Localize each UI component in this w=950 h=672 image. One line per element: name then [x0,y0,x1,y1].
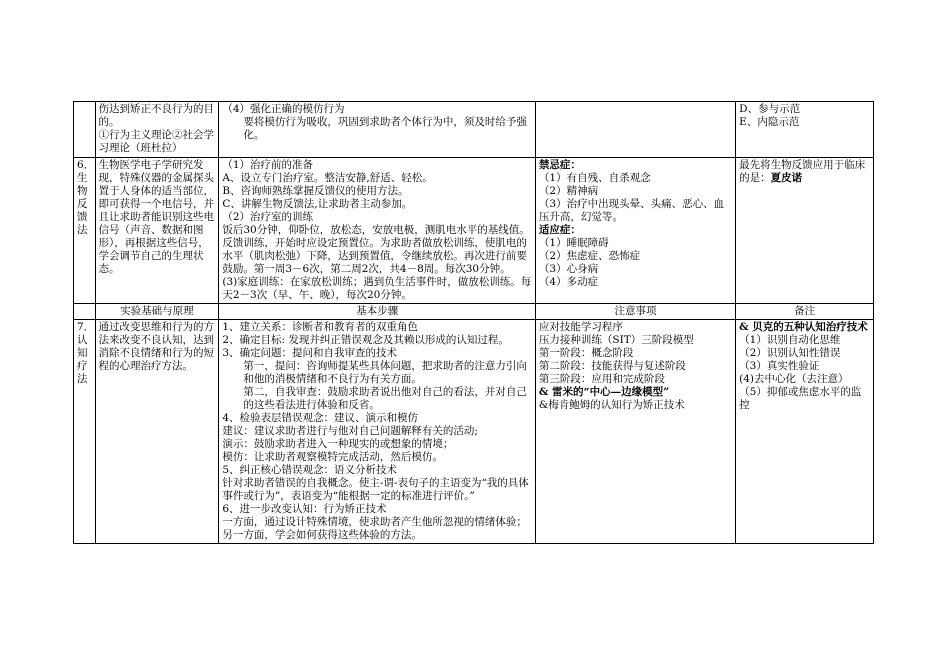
note-line: 压力接种训练（SIT）三阶段模型 [538,334,694,346]
step-line: 针对求助者错误的自我概念。使主-谓-表句子的主语变为“我的具体事件或行为”，表语变为“能根据一定的标准进行评价。” [222,477,529,502]
cell-top-steps [219,102,536,158]
note-line: （1）有自残、自杀观念 [538,172,651,184]
method-title: 7．认知疗法 [77,321,95,385]
cell-top-notes [535,102,735,158]
indication-title: 适应症： [538,224,581,236]
cell-bio-principle [95,158,219,304]
cell-cog-notes [535,320,735,544]
header-principle: 实验基础与原理 [95,304,219,320]
step-line: 模仿：让求助者观察模特完成活动，然后模仿。 [222,451,443,463]
note-line: （3）心身病 [538,263,599,275]
table-row-top [74,102,874,158]
cell-top-title [74,102,96,158]
note-line: &梅肯鲍姆的认知行为矫正技术 [538,399,685,411]
principle-text: 生物医学电子学研究发现，特殊仪器的金属探头置于人身体的适当部位，即可获得一个电信号，并且让求助者能识别这些电信号（声音、数据和图形），再根据这些信号，学会调节自己的生理状态。 [98,159,215,275]
note-line: 第二阶段：技能获得与复述阶段 [538,360,686,372]
step-line: 一方面，通过设计特殊情境，使求助者产生他所忽视的情绪体验；另一方面，学会如何获得这些体验的方法。 [222,516,527,541]
header-notes: 注意事项 [535,304,735,320]
note-line: （3）治疗中出现头晕、头痛、恶心、血压升高，幻觉等。 [538,198,725,223]
method-title: 6．生物反馈法 [77,159,95,236]
note-line: （2）焦虑症、恐怖症 [538,250,641,262]
cell-cog-principle [95,320,219,544]
step-line: 建议：建议求助者进行与他对自己问题解释有关的活动; [222,425,478,437]
principle-text: 通过改变思维和行为的方法来改变不良认知，达到消除不良情绪和行为的短程的心理治疗方法。 [98,321,215,372]
step-line: （1）治疗前的准备 [222,159,314,171]
remark-line: (4)去中心化（去注意） [739,373,849,385]
step-line: 演示：鼓励求助者进入一种现实的或想象的情境； [222,438,454,450]
note-line: 第一阶段：概念阶段 [538,347,634,359]
step-line: 饭后30分钟，仰卧位，放松态，安放电极，测肌电水平的基线值。反馈训练，开始时应设定预置位。为求助者做放松训练，使肌电的水平（肌肉松弛）下降，达到预置值，令继续放松。再次进行前要鼓励。第一周3－6次，第二周2次，共4－8周。每次30分钟。 [222,224,530,275]
header-steps: 基本步骤 [219,304,536,320]
note-line: （1）睡眠障碍 [538,237,609,249]
table-row-biofeedback [74,158,874,304]
cell-top-principle [95,102,219,158]
cell-bio-notes [535,158,735,304]
step-line: 1、建立关系：诊断者和教育者的双重角色 [222,321,419,333]
note-line: 应对技能学习程序 [538,321,623,333]
step-line: C、讲解生物反馈法,让求助者主动参加。 [222,198,413,210]
remark-text: 最先将生物反馈应用于临床的是： [739,159,866,184]
notes-table [73,101,874,544]
remark-name: 夏皮诺 [770,172,803,184]
step-line: 5、纠正核心错误观念：语义分析技术 [222,464,398,476]
cell-bio-steps [219,158,536,304]
step-line: 第一，提问：咨询师提某些具体问题，把求助者的注意力引向和他的消极情绪和不良行为有关方面。 [243,360,527,385]
cell-bio-remarks [736,158,874,304]
text-line: E、内隐示范 [739,116,800,128]
step-line: B、咨询师熟练掌握反馈仪的使用方法。 [222,185,409,197]
note-line: （2）精神病 [538,185,599,197]
text-line: D、参与示范 [739,103,801,115]
step-line: 第二，自我审查：鼓励求助者说出他对自己的看法，并对自己的这些看法进行体验和反省。 [243,386,527,411]
note-line: （4）多动症 [538,276,599,288]
step-line: (3)家庭训练：在家放松训练；遇到负生活事件时，做放松训练。每天2－3次（早、午、晚），每次20分钟。 [222,276,532,301]
table-header-row [74,304,874,320]
cell-bio-title [74,158,96,304]
remark-line: （5）抑郁或焦虑水平的监控 [739,386,862,411]
remark-line: （3）真实性验证 [739,360,820,372]
note-bold-line: & 雷米的“中心—边缘模型” [538,386,670,398]
step-line: （2）治疗室的训练 [222,211,314,223]
cell-top-remarks [736,102,874,158]
contraindication-title: 禁忌症： [538,159,581,171]
note-line: 第三阶段：应用和完成阶段 [538,373,665,385]
text-line: ①行为主义理论②社会学习理论（班杜拉） [98,129,215,154]
step-line: 3、确定问题：提问和自我审查的技术 [222,347,398,359]
header-cell-blank [74,304,96,320]
text-line: 要将模仿行为吸收，巩固到求助者个体行为中，须及时给予强化。 [243,116,527,141]
cell-cog-title [74,320,96,544]
remark-line: （2）识别认知性错误 [739,347,841,359]
step-line: A、设立专门治疗室。整洁安静,舒适、轻松。 [222,172,433,184]
step-line: 2、确定目标: 发现并纠正错误观念及其赖以形成的认知过程。 [222,334,509,346]
step-line: 6、进一步改变认知：行为矫正技术 [222,503,387,515]
remark-title: & 贝克的五种认知治疗技术 [739,321,868,333]
cell-cog-steps [219,320,536,544]
text-line: （4）强化正确的模仿行为 [222,103,345,115]
cell-cog-remarks [736,320,874,544]
step-line: 4、检验表层错误观念：建议、演示和模仿 [222,412,419,424]
text-line: 伤达到矫正不良行为的目的。 [98,103,215,128]
table-row-cognitive [74,320,874,544]
remark-line: （1）识别自动化思维 [739,334,841,346]
header-remarks: 备注 [736,304,874,320]
